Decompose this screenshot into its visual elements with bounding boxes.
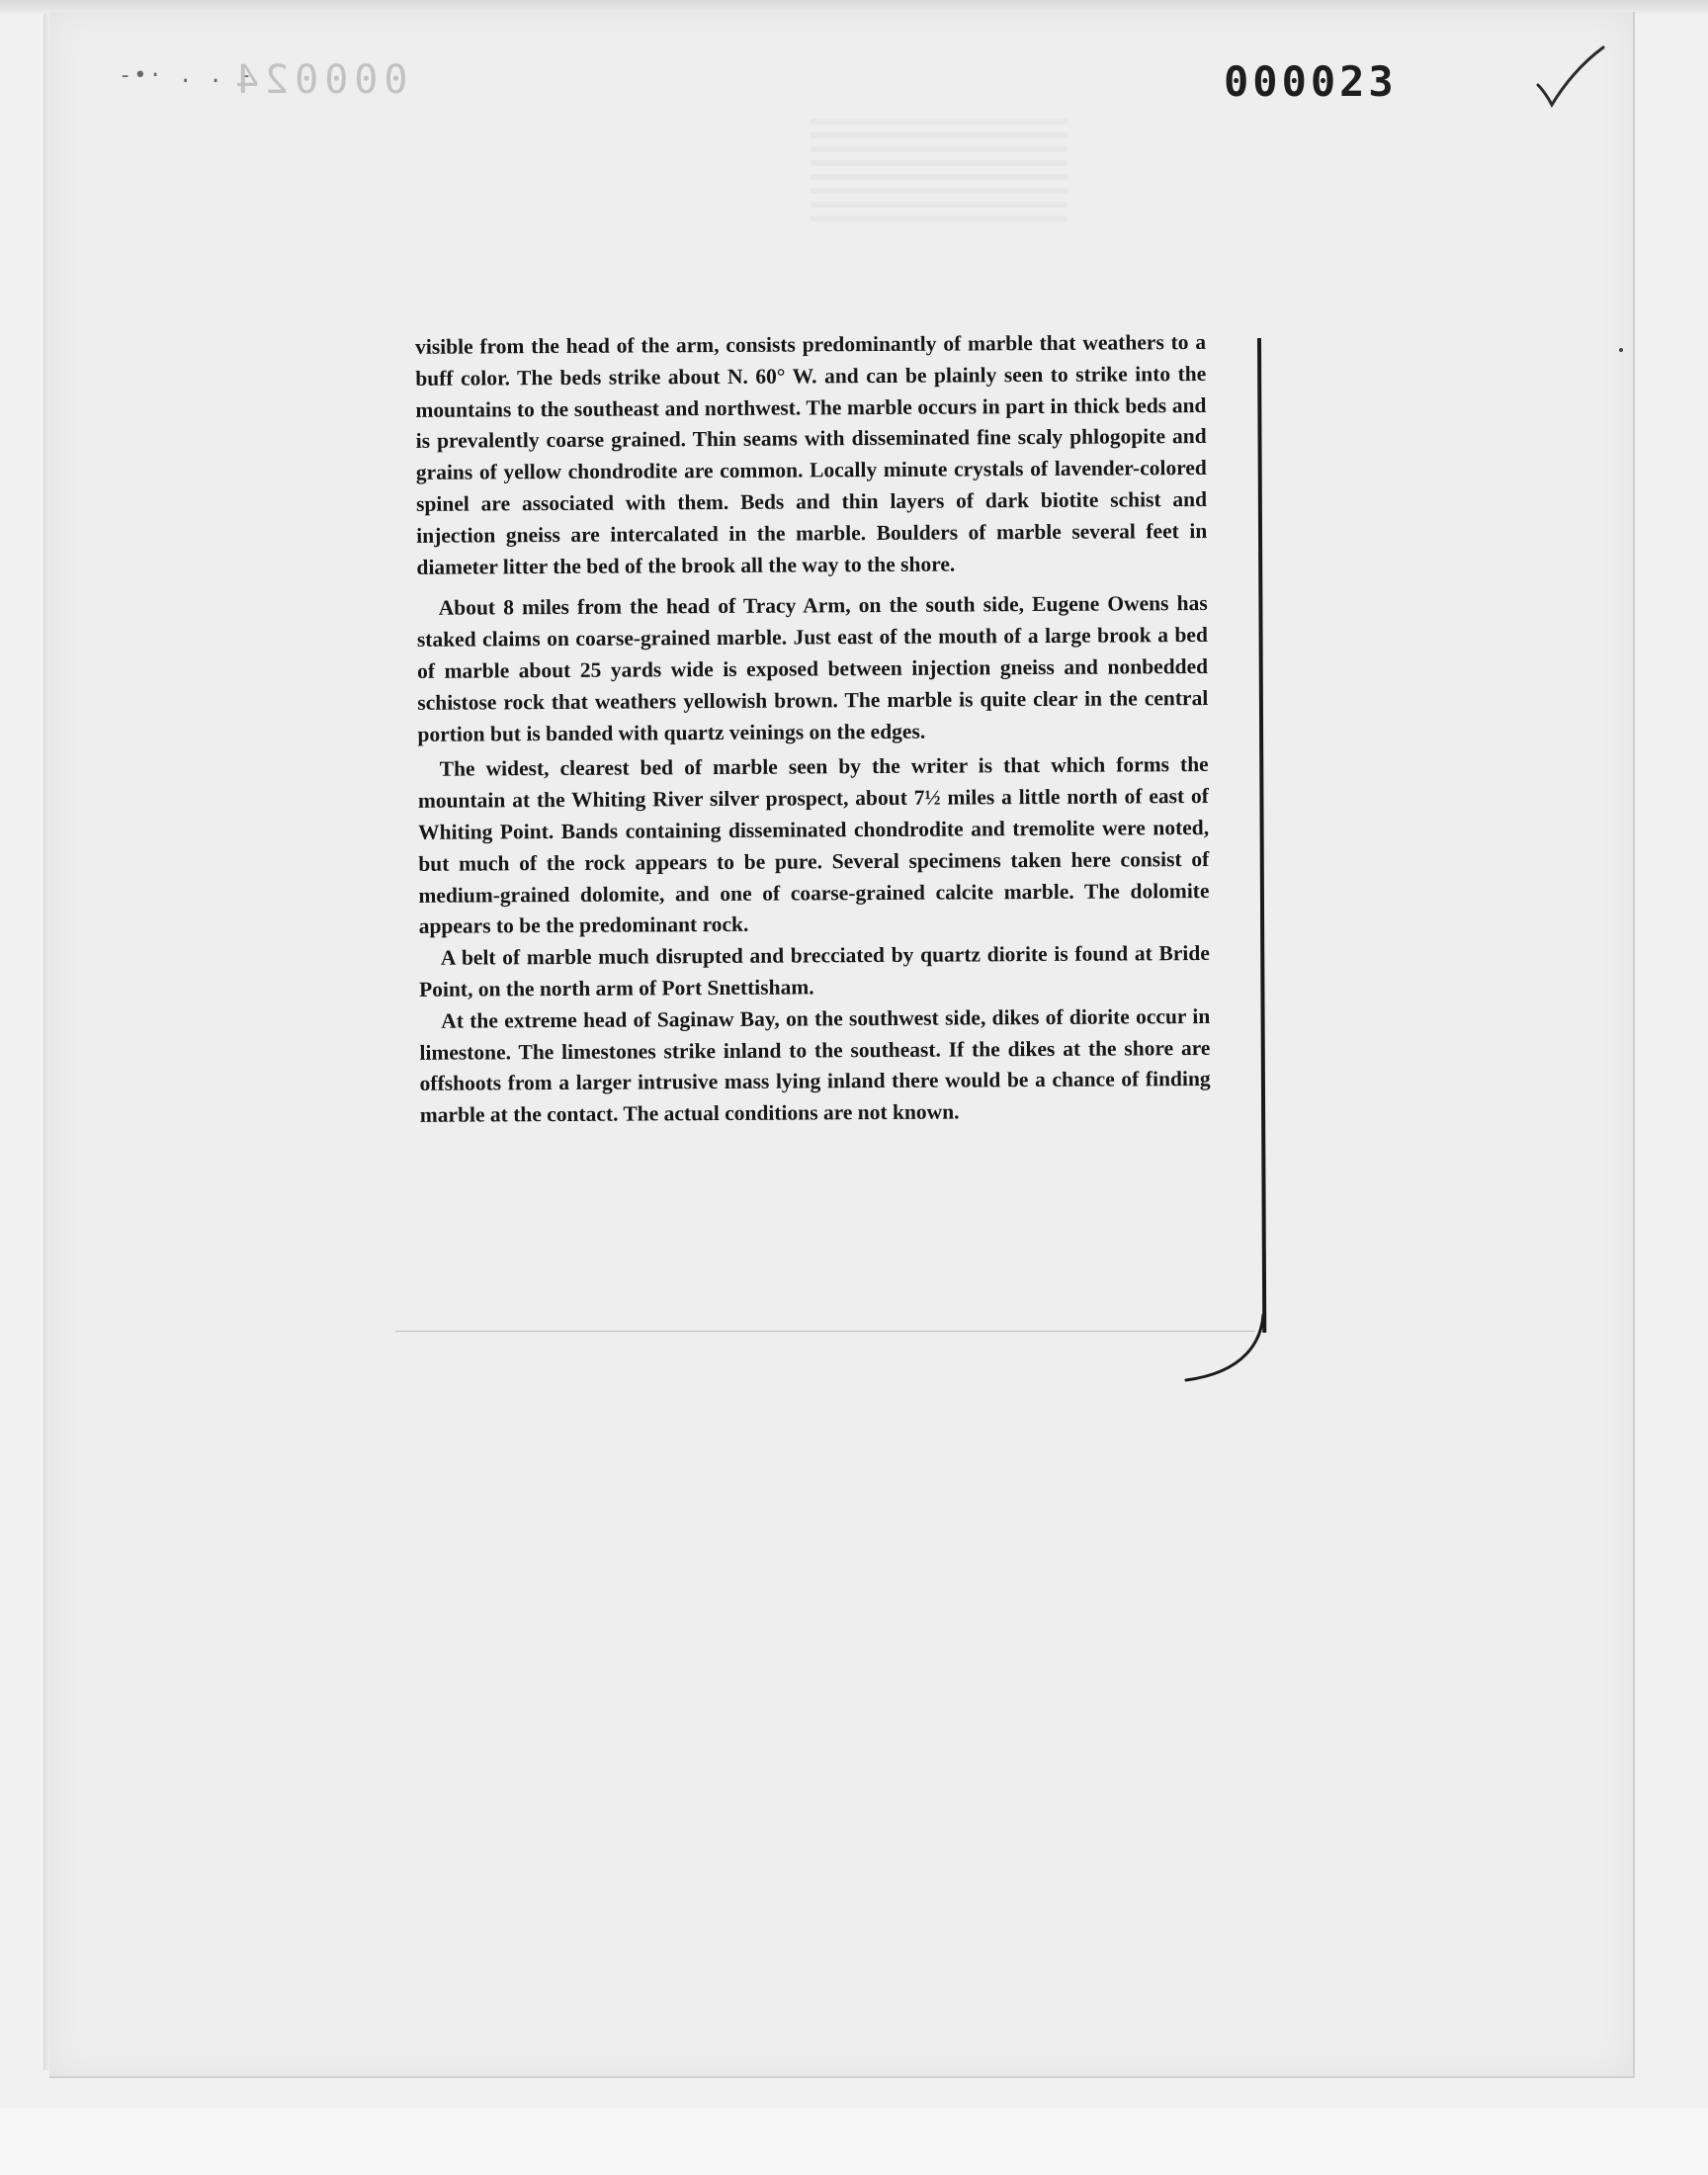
bleed-through-marks: -•· . . - — [119, 63, 255, 88]
checkmark-icon — [1534, 45, 1605, 111]
bleed-through-ghost-text — [811, 119, 1068, 227]
clipping-corner-curl-icon — [1182, 1311, 1271, 1386]
paragraph-1: visible from the head of the arm, consists predominantly of marble that weathers to a buff color. The beds strike about N. 60° W. and can be plainly seen to strike into the mountains to the southeast and northwest. The marble occurs in part in thick beds and is prevalently coarse grained. Thin seams with disseminated fine scaly phlogopite and grains of yellow chondrodite are common. Locally minute crystals of lavender-colored spinel are associated with them. Beds and thin layers of dark biotite schist and injection gneiss are intercalated in the marble. Boulders of marble several feet in diameter litter the bed of the brook all the way to the shore. — [415, 329, 1208, 579]
clipping-bottom-edge — [395, 1331, 1255, 1332]
scan-bottom-margin — [0, 2108, 1708, 2175]
paragraph-4: A belt of marble much disrupted and brecciated by quartz diorite is found at Bride Point, on the north arm of Port Snettisham. — [418, 941, 1210, 1001]
bleed-through-page-number: 000024 — [229, 57, 408, 103]
clipping-text — [393, 327, 1211, 1132]
paragraph-3: The widest, clearest bed of marble seen by the writer is that which forms the mountain at the Whiting River silver prospect, about 7½ miles a little north of east of Whiting Point. Bands containing disseminated chondrodite and tremolite were noted, but much of the rock appears to be pure. Several specimens taken here consist of medium-grained dolomite, and one of coarse-grained calcite marble. The dolomite appears to be the predominant rock. — [417, 752, 1210, 939]
paragraph-5: At the extreme head of Saginaw Bay, on the southwest side, dikes of diorite occur in limestone. The limestones strike inland to the southeast. If the dikes at the shore are offshoots from a larger intrusive mass lying inland there would be a chance of finding marble at the contact. The actual conditions are not known. — [419, 1003, 1211, 1127]
page-number: 000023 — [1224, 57, 1398, 106]
article-clipping — [393, 329, 1263, 1333]
dust-speck — [1619, 348, 1623, 352]
paragraph-2: About 8 miles from the head of Tracy Arm, on the south side, Eugene Owens has staked claims on coarse-grained marble. Just east of the mouth of a large brook a bed of marble about 25 yards wide is exposed between injection gneiss and nonbedded schistose rock that weathers yellowish brown. The marble is quite clear in the central portion but is banded with quartz veinings on the edges. — [416, 591, 1209, 746]
